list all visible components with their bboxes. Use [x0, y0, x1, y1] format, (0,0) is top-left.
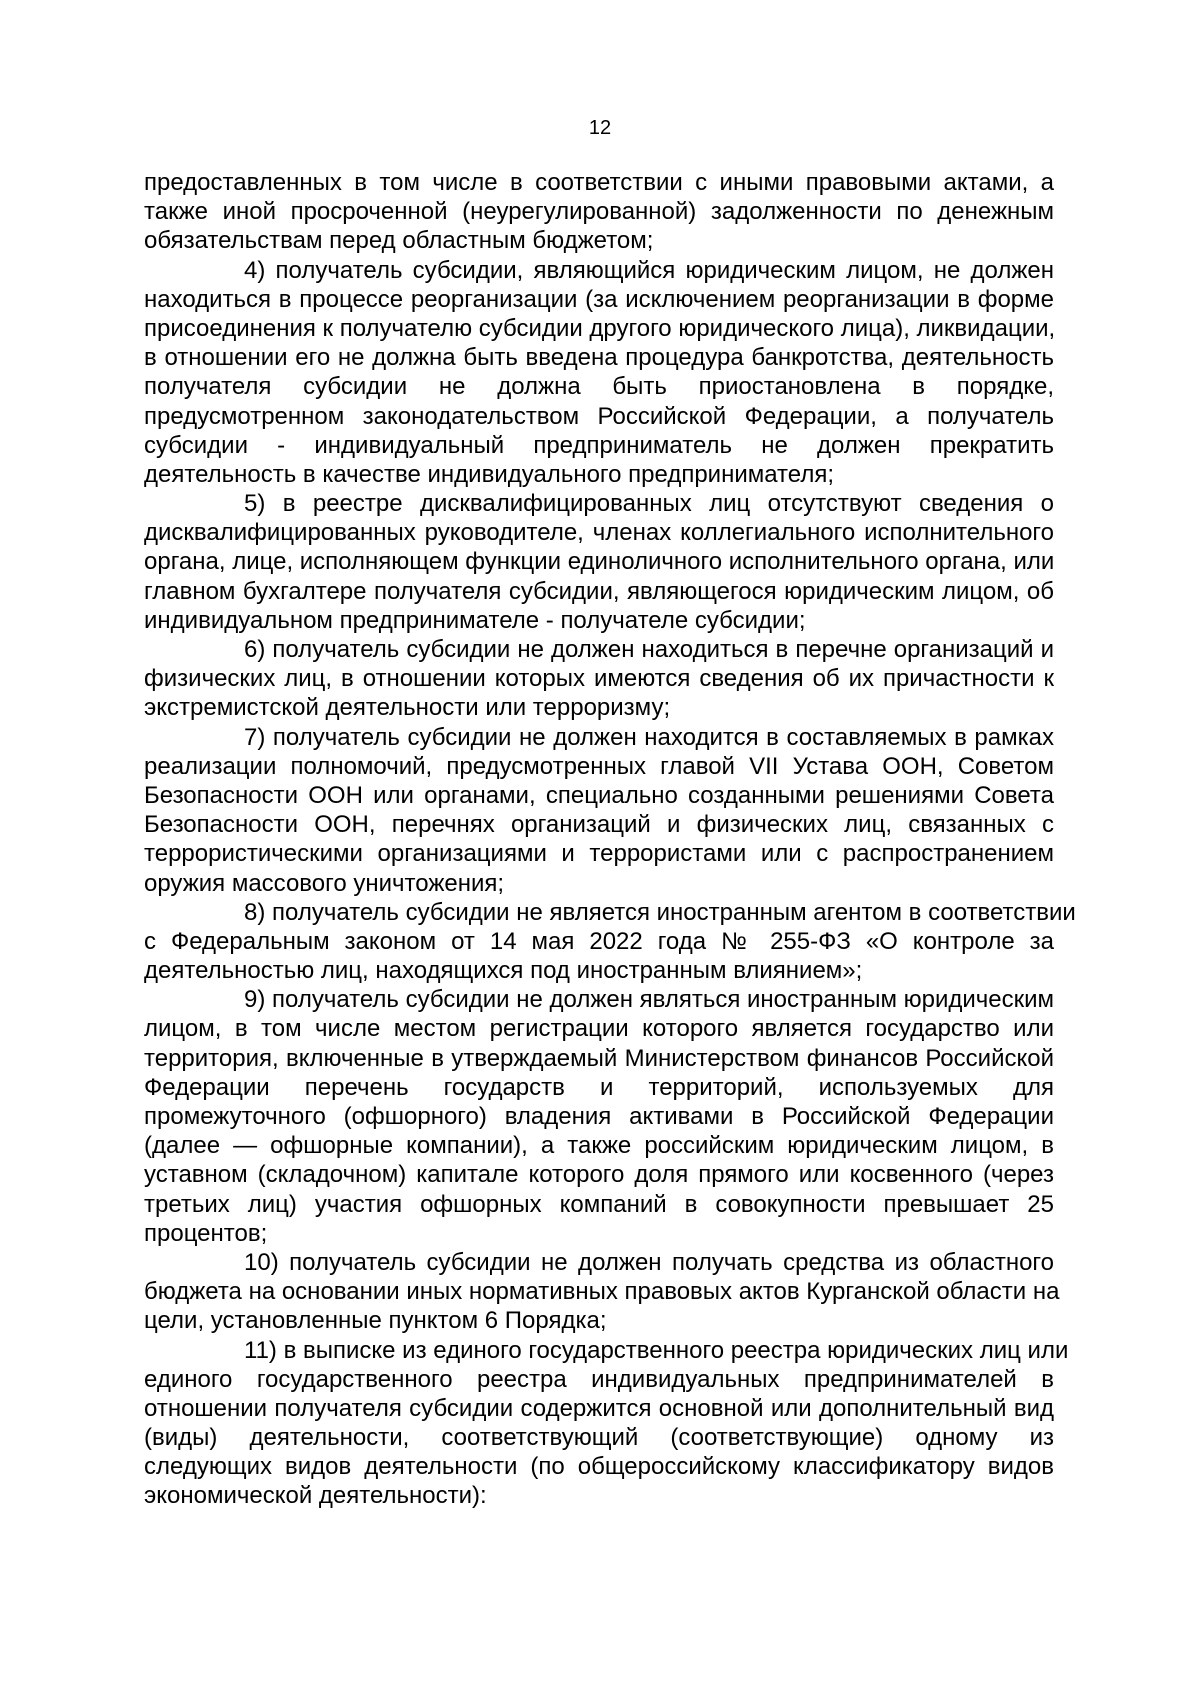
text-line: 11) в выписке из единого государственного реестра юридических лиц или [244, 1336, 1069, 1364]
paragraph [144, 898, 1076, 986]
text-line: территория, включенные в утверждаемый Министерством финансов Российской [144, 1044, 1054, 1072]
page-number: 12 [588, 117, 612, 139]
text-line: дисквалифицированных руководителе, членах коллегиального исполнительного [144, 519, 1054, 547]
text-line: субсидии - индивидуальный предприниматель не должен прекратить [144, 431, 1054, 459]
text-line: Федерации перечень государств и территорий, используемых для [144, 1073, 1054, 1101]
text-line: третьих лиц) участия офшорных компаний в совокупности превышает 25 [144, 1190, 1054, 1218]
text-line: 9) получатель субсидии не должен являться иностранным юридическим [244, 986, 1055, 1014]
text-line: реализации полномочий, предусмотренных главой VII Устава ООН, Советом [144, 752, 1054, 780]
text-line: находиться в процессе реорганизации (за исключением реорганизации в форме [144, 285, 1054, 313]
text-line: уставном (складочном) капитале которого доля прямого или косвенного (через [144, 1161, 1054, 1189]
paragraph [144, 1336, 1069, 1511]
text-line: обязательствам перед областным бюджетом; [144, 227, 654, 255]
paragraph [144, 723, 1054, 898]
text-line: оружия массового уничтожения; [144, 869, 505, 897]
document-body [144, 168, 1076, 1511]
text-line: получателя субсидии не должна быть приостановлена в порядке, [144, 373, 1054, 401]
text-line: лицом, в том числе местом регистрации которого является государство или [144, 1015, 1054, 1043]
paragraph [144, 1248, 1060, 1336]
text-line: промежуточного (офшорного) владения активами в Российской Федерации [144, 1103, 1054, 1130]
text-line: 4) получатель субсидии, являющийся юридическим лицом, не должен [244, 256, 1054, 284]
paragraph [144, 256, 1054, 490]
text-line: органа, лице, исполняющем функции единоличного исполнительного органа, или [144, 548, 1055, 576]
text-line: террористическими организациями и террористами или с распространением [144, 840, 1054, 868]
text-line: также иной просроченной (неурегулированной) задолженности по денежным [144, 198, 1054, 226]
paragraph [144, 168, 1054, 256]
paragraph [144, 985, 1054, 1248]
text-line: предоставленных в том числе в соответствии с иными правовыми актами, а [144, 169, 1054, 196]
text-line: 5) в реестре дисквалифицированных лиц отсутствуют сведения о [244, 490, 1054, 518]
text-line: (далее — офшорные компании), а также российским юридическим лицом, в [144, 1132, 1054, 1160]
text-line: деятельностью лиц, находящихся под иностранным влиянием»; [144, 957, 863, 985]
text-line: процентов; [144, 1219, 268, 1247]
text-line: (виды) деятельности, соответствующий (соответствующие) одному из [144, 1424, 1054, 1452]
text-line: бюджета на основании иных нормативных правовых актов Курганской области на [144, 1278, 1060, 1306]
text-line: 7) получатель субсидии не должен находится в составляемых в рамках [244, 723, 1054, 751]
text-line: с Федеральным законом от 14 мая 2022 года № 255-ФЗ «О контроле за [144, 927, 1054, 955]
paragraph [144, 489, 1054, 635]
text-line: присоединения к получателю субсидии другого юридического лица), ликвидации, [144, 314, 1056, 342]
text-line: предусмотренном законодательством Российской Федерации, а получатель [144, 402, 1054, 430]
text-line: индивидуальном предпринимателе - получателе субсидии; [144, 606, 806, 634]
text-line: деятельность в качестве индивидуального предпринимателя; [144, 460, 834, 488]
text-line: экстремистской деятельности или терроризму; [144, 694, 671, 722]
text-line: 6) получатель субсидии не должен находиться в перечне организаций и [244, 636, 1054, 663]
text-line: единого государственного реестра индивидуальных предпринимателей в [144, 1365, 1054, 1393]
text-line: Безопасности ООН или органами, специально созданными решениями Совета [144, 781, 1054, 809]
text-line: 10) получатель субсидии не должен получать средства из областного [244, 1248, 1054, 1276]
paragraph [144, 635, 1054, 723]
text-line: следующих видов деятельности (по общероссийскому классификатору видов [144, 1453, 1054, 1481]
text-line: физических лиц, в отношении которых имеются сведения об их причастности к [144, 665, 1054, 693]
text-line: цели, установленные пунктом 6 Порядка; [144, 1307, 607, 1335]
text-line: главном бухгалтере получателя субсидии, являющегося юридическим лицом, об [144, 577, 1054, 605]
text-line: в отношении его не должна быть введена процедура банкротства, деятельность [144, 344, 1054, 372]
text-line: 8) получатель субсидии не является иностранным агентом в соответствии [244, 898, 1076, 926]
text-line: экономической деятельности): [144, 1482, 487, 1510]
text-line: отношении получателя субсидии содержится основной или дополнительный вид [144, 1394, 1054, 1422]
text-line: Безопасности ООН, перечнях организаций и физических лиц, связанных с [144, 811, 1054, 839]
